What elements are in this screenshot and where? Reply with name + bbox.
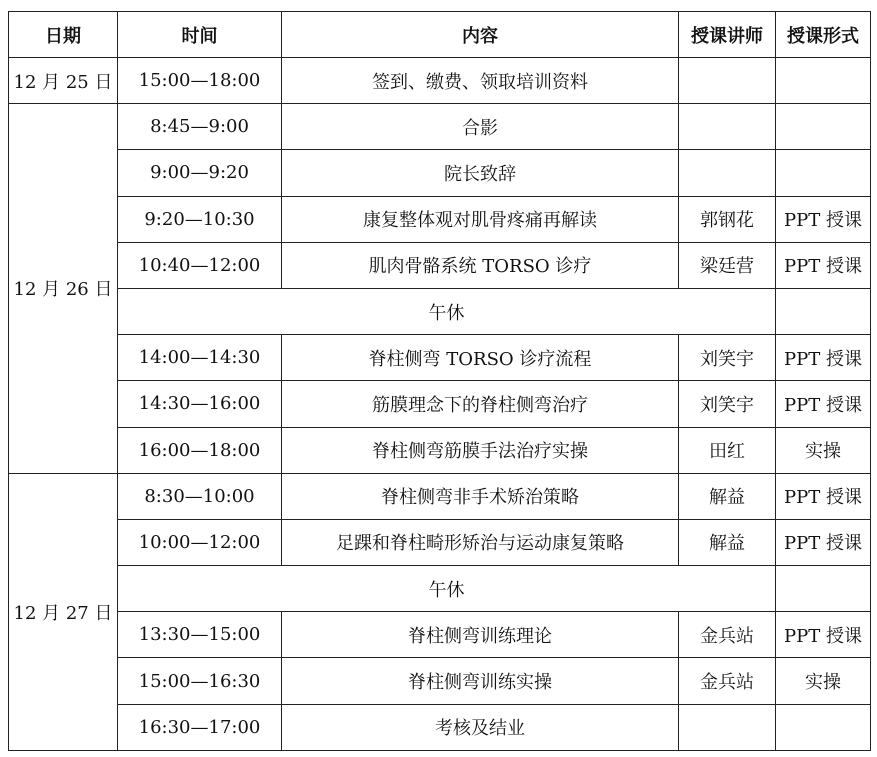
form-cell	[776, 288, 871, 334]
table-row	[9, 58, 871, 104]
teacher-cell: 金兵站	[679, 612, 776, 658]
form-cell: PPT 授课	[776, 381, 871, 427]
content-cell: 签到、缴费、领取培训资料	[282, 58, 679, 104]
form-cell	[776, 566, 871, 612]
teacher-cell	[679, 104, 776, 150]
header-content: 内容	[282, 12, 679, 58]
form-cell	[776, 150, 871, 196]
date-cell: 12 月 25 日	[9, 58, 118, 104]
time-cell: 8:45—9:00	[118, 104, 282, 150]
form-cell	[776, 58, 871, 104]
table-row	[9, 150, 871, 196]
form-cell: PPT 授课	[776, 612, 871, 658]
lunch-break-cell: 午休	[118, 566, 776, 612]
time-cell: 10:40—12:00	[118, 242, 282, 288]
content-cell: 考核及结业	[282, 704, 679, 750]
teacher-cell: 解益	[679, 473, 776, 519]
content-cell: 脊柱侧弯 TORSO 诊疗流程	[282, 335, 679, 381]
form-cell	[776, 704, 871, 750]
time-cell: 14:30—16:00	[118, 381, 282, 427]
teacher-cell: 解益	[679, 519, 776, 565]
content-cell: 脊柱侧弯训练理论	[282, 612, 679, 658]
table-row	[9, 473, 871, 519]
schedule-table	[8, 11, 871, 751]
form-cell: PPT 授课	[776, 335, 871, 381]
time-cell: 15:00—16:30	[118, 658, 282, 704]
time-cell: 13:30—15:00	[118, 612, 282, 658]
table-row	[9, 519, 871, 565]
content-cell: 合影	[282, 104, 679, 150]
form-cell: PPT 授课	[776, 473, 871, 519]
table-row	[9, 242, 871, 288]
content-cell: 脊柱侧弯训练实操	[282, 658, 679, 704]
header-form: 授课形式	[776, 12, 871, 58]
table-row	[9, 196, 871, 242]
form-cell	[776, 104, 871, 150]
time-cell: 14:00—14:30	[118, 335, 282, 381]
teacher-cell: 郭钢花	[679, 196, 776, 242]
teacher-cell: 田红	[679, 427, 776, 473]
time-cell: 8:30—10:00	[118, 473, 282, 519]
time-cell: 15:00—18:00	[118, 58, 282, 104]
teacher-cell: 梁廷营	[679, 242, 776, 288]
table-row-break	[9, 288, 871, 334]
header-date: 日期	[9, 12, 118, 58]
teacher-cell: 刘笑宇	[679, 381, 776, 427]
table-row	[9, 381, 871, 427]
form-cell: 实操	[776, 658, 871, 704]
content-cell: 康复整体观对肌骨疼痛再解读	[282, 196, 679, 242]
table-row	[9, 704, 871, 750]
table-row-break	[9, 566, 871, 612]
date-cell: 12 月 27 日	[9, 473, 118, 750]
time-cell: 9:00—9:20	[118, 150, 282, 196]
time-cell: 9:20—10:30	[118, 196, 282, 242]
content-cell: 足踝和脊柱畸形矫治与运动康复策略	[282, 519, 679, 565]
form-cell: PPT 授课	[776, 196, 871, 242]
teacher-cell	[679, 704, 776, 750]
form-cell: PPT 授课	[776, 519, 871, 565]
time-cell: 16:30—17:00	[118, 704, 282, 750]
form-cell: PPT 授课	[776, 242, 871, 288]
content-cell: 脊柱侧弯筋膜手法治疗实操	[282, 427, 679, 473]
table-row	[9, 612, 871, 658]
teacher-cell: 金兵站	[679, 658, 776, 704]
lunch-break-cell: 午休	[118, 288, 776, 334]
table-row	[9, 658, 871, 704]
teacher-cell	[679, 150, 776, 196]
teacher-cell	[679, 58, 776, 104]
content-cell: 筋膜理念下的脊柱侧弯治疗	[282, 381, 679, 427]
content-cell: 肌肉骨骼系统 TORSO 诊疗	[282, 242, 679, 288]
table-row	[9, 427, 871, 473]
table-row	[9, 335, 871, 381]
time-cell: 10:00—12:00	[118, 519, 282, 565]
header-time: 时间	[118, 12, 282, 58]
table-row	[9, 104, 871, 150]
time-cell: 16:00—18:00	[118, 427, 282, 473]
content-cell: 脊柱侧弯非手术矫治策略	[282, 473, 679, 519]
header-row	[9, 12, 871, 58]
header-teacher: 授课讲师	[679, 12, 776, 58]
teacher-cell: 刘笑宇	[679, 335, 776, 381]
date-cell: 12 月 26 日	[9, 104, 118, 474]
content-cell: 院长致辞	[282, 150, 679, 196]
form-cell: 实操	[776, 427, 871, 473]
